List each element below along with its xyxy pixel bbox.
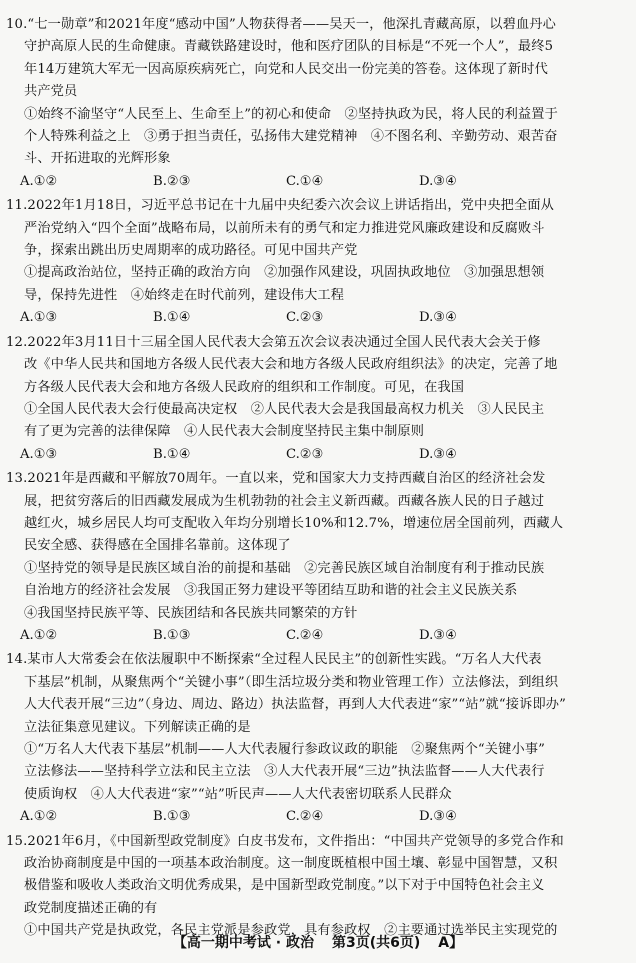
- answer-option: A.①②: [20, 809, 58, 825]
- question-text-line: 使质询权 ④人大代表进“家”“站”听民声——人大代表密切联系人民群众: [24, 786, 452, 802]
- footer-version: A】: [438, 935, 464, 951]
- question-text-line: ①“万名人大代表下基层”机制——人大代表履行参政议政的职能 ②聚焦两个“关键小事”: [24, 742, 546, 757]
- question-list: [6, 14, 622, 943]
- answer-option: C.②③: [286, 446, 324, 462]
- question-text-line: ①坚持党的领导是民族区域自治的前提和基础 ②完善民族区域自治制度有利于推动民族: [24, 560, 545, 576]
- answer-option: B.①③: [153, 627, 191, 643]
- answer-option: A.①③: [20, 310, 58, 326]
- question-item: [6, 649, 622, 828]
- question-text-line: 斗、开拓进取的光辉形象: [24, 151, 171, 167]
- question-text-line: 改《中华人民共和国地方各级人民代表大会和地方各级人民政府组织法》的决定，完善了地: [24, 357, 558, 373]
- answer-option: B.①④: [153, 446, 191, 462]
- question-text-line: ①中国共产党是执政党，各民主党派是参政党，具有参政权 ②主要通过选举民主实现党的: [24, 923, 558, 939]
- question-text-line: 展，把贫穷落后的旧西藏发展成为生机勃勃的社会主义新西藏。西藏各族人民的日子越过: [24, 493, 545, 509]
- question-text-line: 政党制度描述正确的有: [24, 900, 158, 916]
- answer-option: D.③④: [419, 627, 457, 643]
- answer-options: [6, 444, 622, 466]
- question-text-line: 14.某市人大常委会在依法履职中不断探索“全过程人民民主”的创新性实践。“万名人大代表: [6, 652, 542, 668]
- answer-option: D.③④: [419, 310, 457, 326]
- question-text-line: 立法修法——坚持科学立法和民主立法 ③人大代表开展“三边”执法监督——人大代表行: [24, 764, 545, 780]
- answer-option: B.②③: [153, 173, 191, 189]
- question-text-line: ④我国坚持民族平等、民族团结和各民族共同繁荣的方针: [24, 605, 358, 621]
- question-text-line: 10.“七一勋章”和2021年度“感动中国”人物获得者——吴天一，他深扎青藏高原，以碧血丹心: [6, 17, 556, 32]
- answer-option: C.①④: [286, 173, 324, 189]
- answer-option: A.①②: [20, 627, 58, 643]
- question-item: [6, 195, 622, 329]
- answer-option: C.②④: [286, 809, 324, 825]
- answer-option: A.①②: [20, 173, 58, 189]
- question-text-line: 有了更为完善的法律保障 ④人民代表大会制度坚持民主集中制原则: [24, 424, 425, 440]
- answer-option: C.②③: [286, 310, 324, 326]
- question-item: [6, 831, 622, 943]
- question-text-line: 极借鉴和吸收人类政治文明优秀成果，是中国新型政党制度。”以下对于中国特色社会主义: [24, 878, 545, 894]
- question-text-line: ①全国人民代表大会行使最高决定权 ②人民代表大会是我国最高权力机关 ③人民民主: [24, 401, 545, 417]
- page-footer: [0, 932, 636, 952]
- question-text-line: ①提高政治站位，坚持正确的政治方向 ②加强作风建设，巩固执政地位 ③加强思想领: [24, 265, 545, 281]
- question-text-line: 人大代表开展“三边”（身边、周边、路边）执法监督，再到人大代表进“家”“站”就“接诉即办”: [24, 697, 567, 713]
- answer-options: [6, 625, 622, 647]
- question-text-line: 立法征集意见建议。下列解读正确的是: [24, 719, 251, 735]
- question-text-line: 年14万建筑大军无一因高原疾病死亡，向党和人民交出一份完美的答卷。这体现了新时代: [24, 61, 548, 77]
- question-text-line: 争，探索出跳出历史周期率的成功路径。可见中国共产党: [24, 243, 358, 259]
- footer-page-number: 第3页(共6页): [331, 935, 421, 951]
- answer-options: [6, 307, 622, 329]
- footer-left-bracket: 【: [172, 935, 187, 951]
- question-item: [6, 14, 622, 193]
- question-item: [6, 332, 622, 466]
- answer-option: C.②④: [286, 627, 324, 643]
- question-text-line: 自治地方的经济社会发展 ③我国正努力建设平等团结互助和谐的社会主义民族关系: [24, 583, 518, 599]
- answer-options: [6, 806, 622, 828]
- question-text-line: 共产党员: [24, 84, 78, 100]
- question-text-line: 方各级人民代表大会和地方各级人民政府的组织和工作制度。可见，在我国: [24, 379, 465, 395]
- question-text-line: 民安全感、获得感在全国排名靠前。这体现了: [24, 538, 291, 554]
- answer-options: [6, 171, 622, 193]
- question-text-line: 15.2021年6月，《中国新型政党制度》白皮书发布，文件指出：“中国共产党领导的多党合作和: [6, 833, 564, 849]
- question-text-line: 越红火，城乡居民人均可支配收入年均分别增长10%和12.7%，增速位居全国前列，西藏人: [24, 515, 564, 531]
- answer-option: A.①③: [20, 446, 58, 462]
- question-text-line: 下基层”机制，从聚焦两个“关键小事”（即生活垃圾分类和物业管理工作）立法修法，到组织: [24, 674, 559, 690]
- answer-option: D.③④: [419, 173, 457, 189]
- answer-option: D.③④: [419, 809, 457, 825]
- question-text-line: 守护高原人民的生命健康。青藏铁路建设时，他和医疗团队的目标是“不死一个人”，最终5: [24, 39, 554, 55]
- answer-option: B.①④: [153, 310, 191, 326]
- question-text-line: 13.2021年是西藏和平解放70周年。一直以来，党和国家大力支持西藏自治区的经济社会发: [6, 471, 546, 487]
- question-text-line: 个人特殊利益之上 ③勇于担当责任，弘扬伟大建党精神 ④不图名利、辛勤劳动、艰苦奋: [24, 129, 558, 145]
- question-text-line: 11.2022年1月18日，习近平总书记在十九届中央纪委六次会议上讲话指出，党中央把全面从: [6, 198, 555, 214]
- question-text-line: 12.2022年3月11日十三届全国人民代表大会第五次会议表决通过全国人民代表大会关于修: [6, 334, 541, 350]
- footer-title: 高一期中考试 · 政治: [186, 935, 314, 951]
- question-text-line: 导，保持先进性 ④始终走在时代前列，建设伟大工程: [24, 287, 345, 303]
- question-text-line: ①始终不渝坚守“人民至上、生命至上”的初心和使命 ②坚持执政为民，将人民的利益置于: [24, 106, 558, 122]
- answer-option: B.①③: [153, 809, 191, 825]
- answer-option: D.③④: [419, 446, 457, 462]
- question-item: [6, 468, 622, 647]
- question-text-line: 严治党纳入“四个全面”战略布局，以前所未有的勇气和定力推进党风廉政建设和反腐败斗: [24, 220, 545, 236]
- question-text-line: 政治协商制度是中国的一项基本政治制度。这一制度既植根中国土壤、彰显中国智慧，又积: [24, 856, 558, 872]
